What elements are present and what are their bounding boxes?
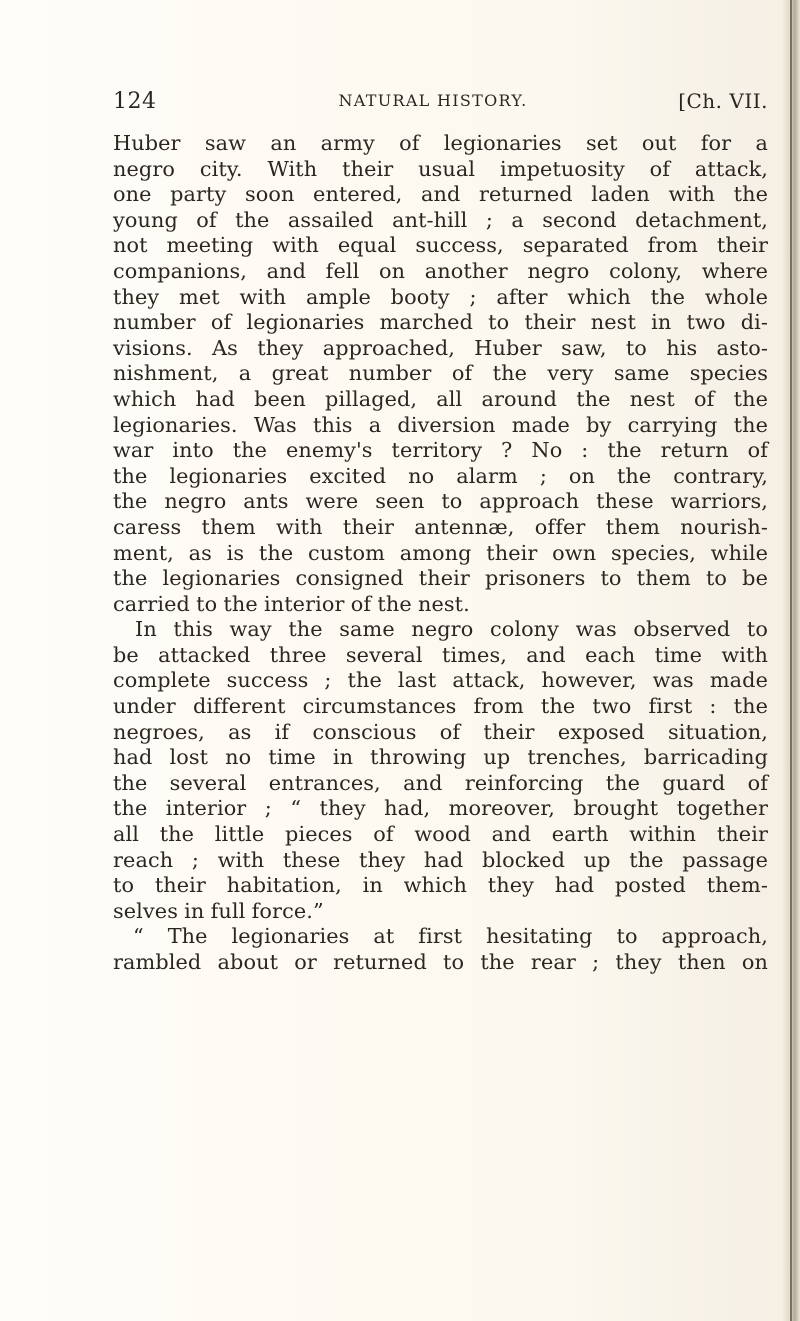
text-line: young of the assailed ant-hill ; a second detachment,	[113, 207, 768, 232]
text-line: the interior ; “ they had, moreover, brought together	[113, 796, 768, 821]
text-line: ment, as is the custom among their own species, while	[113, 540, 768, 565]
text-line: be attacked three several times, and each time with	[113, 642, 768, 667]
text-line: selves in full force.”	[113, 898, 324, 923]
text-line: In this way the same negro colony was observed to	[135, 617, 768, 642]
text-line: Huber saw an army of legionaries set out for a	[113, 131, 768, 155]
body-text	[113, 131, 768, 976]
text-line: not meeting with equal success, separated from their	[113, 233, 768, 258]
text-line: visions. As they approached, Huber saw, to his asto-	[113, 335, 768, 360]
text-line: the legionaries consigned their prisoners to them to be	[113, 566, 768, 591]
text-line: they met with ample booty ; after which the whole	[113, 284, 768, 309]
text-line: rambled about or returned to the rear ; they then on	[113, 950, 768, 974]
text-line: complete success ; the last attack, however, was made	[113, 668, 768, 693]
chapter-label: [Ch. VII.	[678, 89, 768, 113]
text-line: all the little pieces of wood and earth within their	[113, 822, 768, 847]
text-line: companions, and fell on another negro colony, where	[113, 258, 768, 283]
text-line: “ The legionaries at first hesitating to approach,	[133, 924, 768, 949]
text-line: number of legionaries marched to their nest in two di-	[113, 310, 768, 335]
text-line: caress them with their antennæ, offer them nourish-	[113, 514, 768, 539]
text-line: carried to the interior of the nest.	[113, 591, 470, 616]
text-line: the legionaries excited no alarm ; on the contrary,	[113, 463, 768, 488]
text-line: which had been pillaged, all around the nest of the	[113, 386, 768, 411]
text-line: the negro ants were seen to approach these warriors,	[113, 489, 768, 514]
text-line: nishment, a great number of the very same species	[113, 361, 768, 386]
text-line: one party soon entered, and returned laden with the	[113, 182, 768, 207]
text-line: legionaries. Was this a diversion made by carrying the	[113, 412, 768, 437]
text-line: reach ; with these they had blocked up the passage	[113, 847, 768, 872]
text-line: the several entrances, and reinforcing the guard of	[113, 770, 768, 795]
text-line: to their habitation, in which they had posted them-	[113, 873, 768, 898]
page-header	[113, 89, 768, 117]
page-number: 124	[113, 89, 157, 114]
text-line: under different circumstances from the two first : the	[113, 694, 768, 719]
text-line: had lost no time in throwing up trenches, barricading	[113, 745, 768, 770]
text-line: negro city. With their usual impetuosity of attack,	[113, 156, 768, 181]
text-line: war into the enemy's territory ? No : the return of	[113, 438, 768, 463]
running-title: NATURAL HISTORY.	[338, 91, 528, 110]
page-edge	[782, 0, 800, 1321]
text-line: negroes, as if conscious of their exposed situation,	[113, 719, 768, 744]
